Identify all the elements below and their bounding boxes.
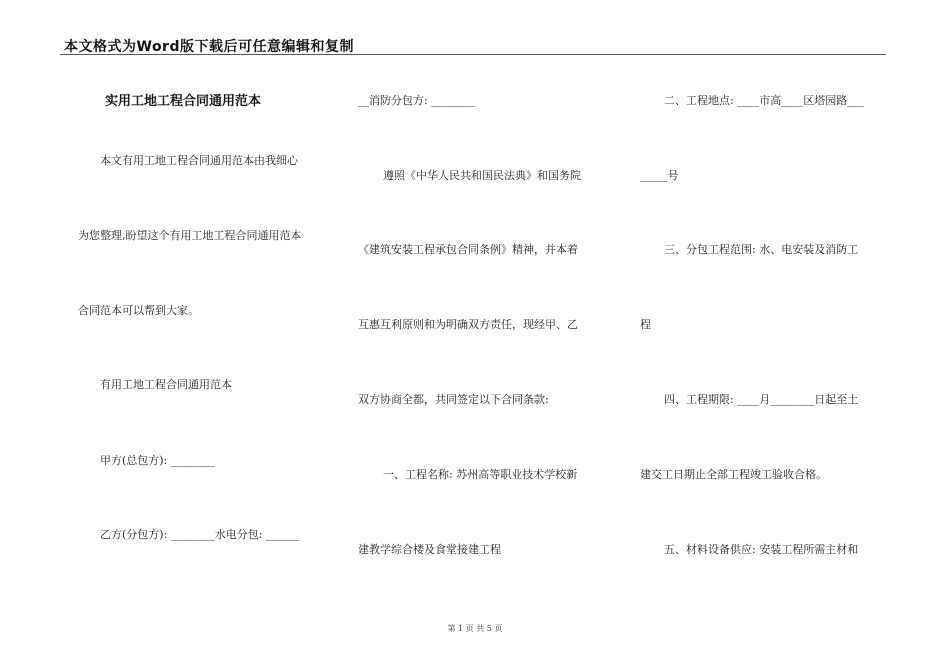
col1-line-6: 乙方(分包方): ________水电分包: ______ bbox=[100, 528, 299, 541]
col1-line-5: 甲方(总包方): ________ bbox=[100, 454, 215, 467]
col3-line-3: 三、分包工程范围: 水、电安装及消防工 bbox=[664, 243, 859, 256]
col3-line-6: 建交工日期止全部工程竣工验收合格。 bbox=[640, 468, 827, 481]
col2-line-2: 遵照《中华人民共和国民法典》和国务院 bbox=[383, 169, 581, 182]
col1-line-4: 有用工地工程合同通用范本 bbox=[100, 378, 232, 391]
col1-line-2: 为您整理,盼望这个有用工地工程合同通用范本 bbox=[78, 229, 302, 242]
col3-line-1: 二、工程地点: ____市高____区塔园路___ bbox=[664, 94, 864, 107]
col1-line-3: 合同范本可以帮到大家。 bbox=[78, 304, 199, 317]
col3-line-7: 五、材料设备供应: 安装工程所需主材和 bbox=[664, 543, 859, 556]
col2-line-4: 互惠互利原则和为明确双方责任，现经甲、乙 bbox=[358, 318, 578, 331]
col2-line-6: 一、工程名称: 苏州高等职业技术学校新 bbox=[383, 468, 578, 481]
col3-line-4: 程 bbox=[640, 318, 651, 331]
header-divider bbox=[60, 54, 886, 55]
col2-line-7: 建教学综合楼及食堂接建工程 bbox=[358, 543, 501, 556]
col2-line-5: 双方协商全都，共同签定以下合同条款: bbox=[358, 393, 549, 406]
col2-line-3: 《建筑安装工程承包合同条例》精神，并本着 bbox=[358, 243, 578, 256]
col1-line-1: 本文有用工地工程合同通用范本由我细心 bbox=[100, 154, 298, 167]
download-notice-header: 本文格式为Word版下载后可任意编辑和复制 bbox=[64, 39, 354, 55]
col3-line-2: _____号 bbox=[640, 169, 679, 182]
col2-line-1: __消防分包方: ________ bbox=[358, 94, 476, 107]
page-number-footer: 第 1 页 共 5 页 bbox=[447, 624, 503, 633]
col3-line-5: 四、工程期限: ____月________日起至土 bbox=[664, 393, 859, 406]
document-title: 实用工地工程合同通用范本 bbox=[105, 94, 262, 109]
